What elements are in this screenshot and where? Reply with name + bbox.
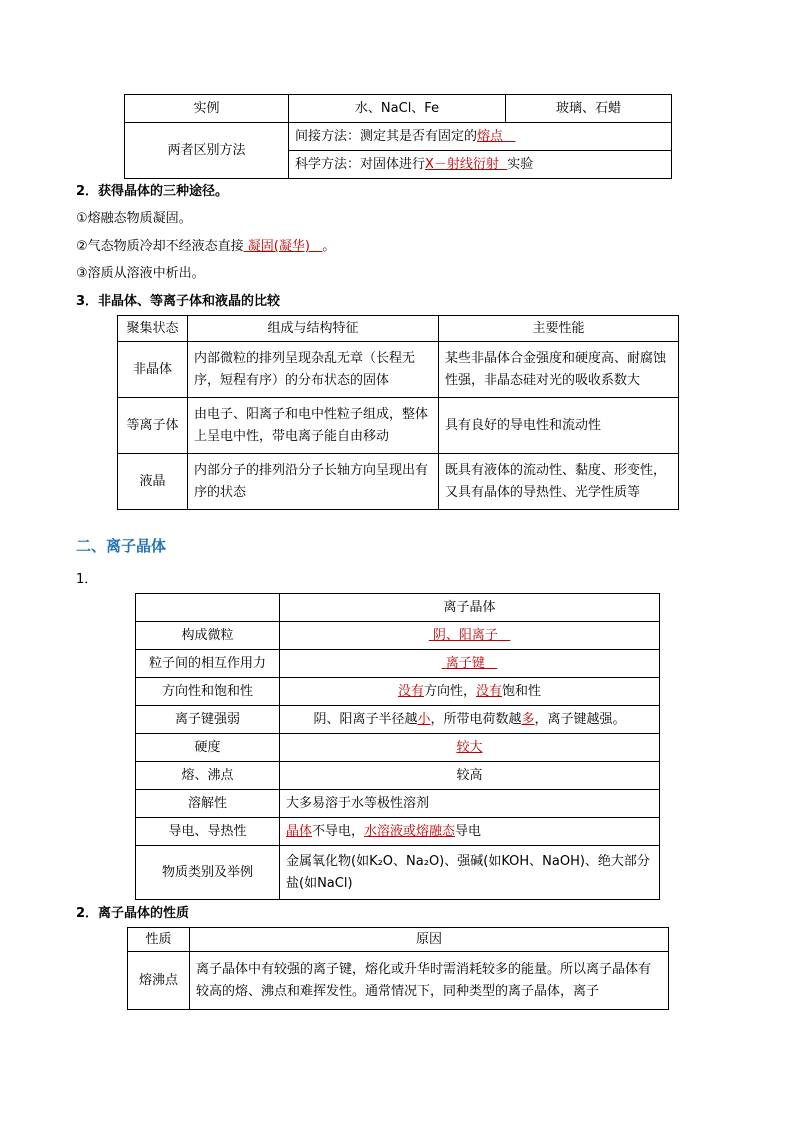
ionic-header: 离子晶体 [280,594,660,622]
indirect-answer: 熔点 [477,128,504,144]
strength-label: 离子键强弱 [136,706,280,734]
mp-value: 较高 [280,762,660,790]
item-number-1: 1． [76,572,98,587]
amorphous-examples: 玻璃、石蜡 [506,95,672,123]
solubility-value: 大多易溶于水等极性溶剂 [280,790,660,818]
method-item-3: ③溶质从溶液中析出。 [76,266,205,281]
ionic-crystal-table [135,593,660,900]
method-item-2-answer: 凝固(凝华) [247,239,310,254]
hardness-answer: 较大 [456,739,483,755]
table-cell: 内部微粒的排列呈现杂乱无章（长程无序，短程有序）的分布状态的固体 [188,342,439,398]
examples-label: 实例 [125,95,289,123]
header-structure: 组成与结构特征 [188,316,439,342]
table-cell: 由电子、阳离子和电中性粒子组成，整体上呈电中性，带电离子能自由移动 [188,398,439,454]
examples-category-label: 物质类别及举例 [136,846,280,900]
method-item-2: ②气态物质冷却不经液态直接 凝固(凝华) 。 [76,239,336,254]
direction-label: 方向性和饱和性 [136,678,280,706]
section-3-title: 3．非晶体、等离子体和液晶的比较 [76,294,281,309]
corner-cell [136,594,280,622]
property-reason: 离子晶体中有较强的离子键，熔化或升华时需消耗较多的能量。所以离子晶体有较高的熔、沸点和难挥发性。通常情况下，同种类型的离子晶体，离子 [190,952,669,1010]
direction-value: 没有方向性，没有饱和性 [280,678,660,706]
science-answer: X－射线衍射 [425,156,499,172]
force-answer: 离子键 [445,655,485,671]
state-comparison-table [117,315,679,510]
properties-table [127,927,669,1010]
header-property: 性质 [128,928,190,952]
conductivity-label: 导电、导热性 [136,818,280,846]
mp-label: 熔、沸点 [136,762,280,790]
particles-label: 构成微粒 [136,622,280,650]
crystal-examples: 水、NaCl、Fe [289,95,506,123]
force-label: 粒子间的相互作用力 [136,650,280,678]
table-cell: 既具有液体的流动性、黏度、形变性，又具有晶体的导热性、光学性质等 [439,454,679,510]
conductivity-value: 晶体不导电，水溶液或熔融态导电 [280,818,660,846]
header-properties: 主要性能 [439,316,679,342]
strength-value: 阴、阳离子半径越小，所带电荷数越多，离子键越强。 [280,706,660,734]
scientific-method: 科学方法：对固体进行X－射线衍射 实验 [289,151,672,179]
header-state: 聚集状态 [118,316,188,342]
table-row-label: 液晶 [118,454,188,510]
table-row-label: 非晶体 [118,342,188,398]
section-heading-ionic-crystal: 二、离子晶体 [76,537,167,555]
properties-title: 2．离子晶体的性质 [76,906,190,921]
header-reason: 原因 [190,928,669,952]
method-item-1: ①熔融态物质凝固。 [76,211,192,226]
section-2-title: 2．获得晶体的三种途径。 [76,184,229,199]
hardness-label: 硬度 [136,734,280,762]
table-cell: 内部分子的排列沿分子长轴方向呈现出有序的状态 [188,454,439,510]
indirect-method: 间接方法：测定其是否有固定的熔点 [289,123,672,151]
distinguish-method-label: 两者区别方法 [125,123,289,179]
crystal-comparison-table [124,94,672,179]
particles-answer: 阴、阳离子 [432,627,498,643]
solubility-label: 溶解性 [136,790,280,818]
table-row-label: 等离子体 [118,398,188,454]
examples-category-value: 金属氧化物(如K₂O、Na₂O)、强碱(如KOH、NaOH)、绝大部分盐(如NaCl) [280,846,660,900]
table-cell: 具有良好的导电性和流动性 [439,398,679,454]
property-label: 熔沸点 [128,952,190,1010]
table-cell: 某些非晶体合金强度和硬度高、耐腐蚀性强，非晶态硅对光的吸收系数大 [439,342,679,398]
